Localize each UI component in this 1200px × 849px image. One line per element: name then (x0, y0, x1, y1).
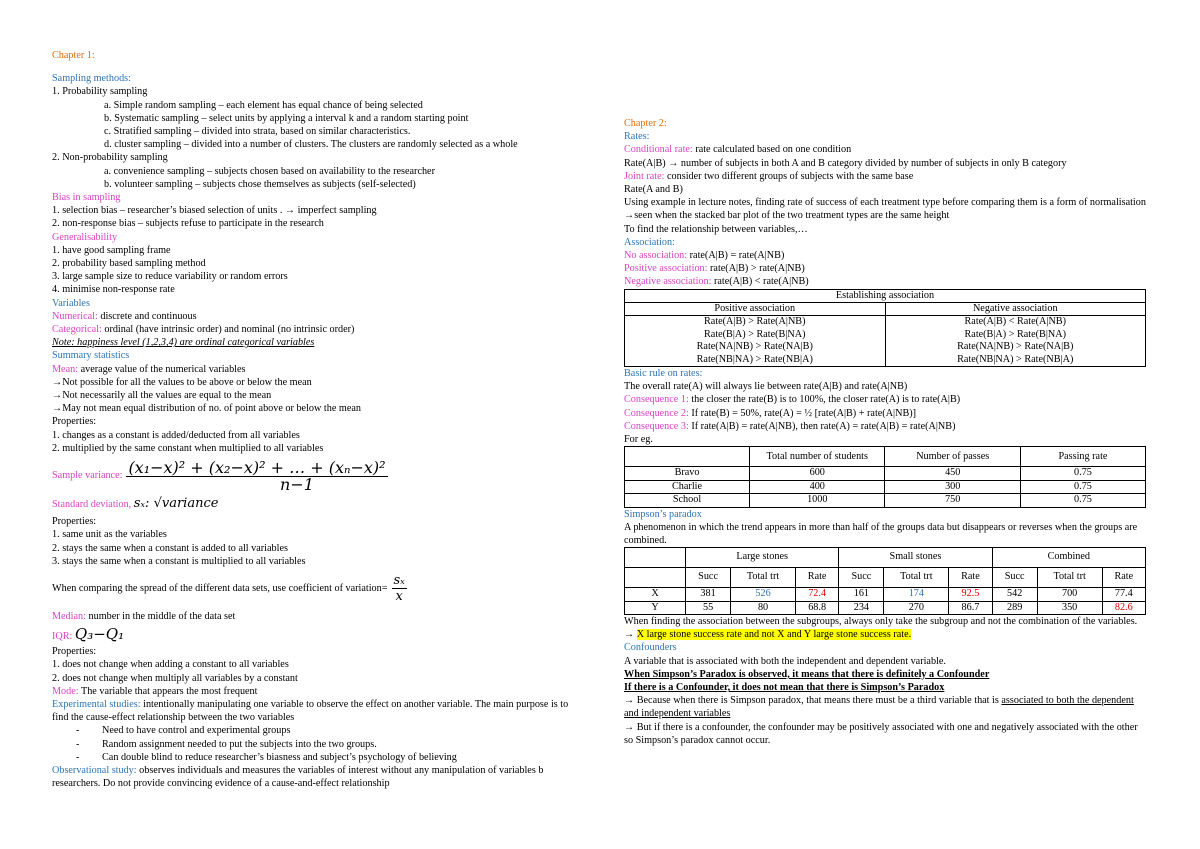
list-item: - Can double blind to reduce researcher’s biasness and subject’s psychology of believing (76, 751, 457, 763)
table-cell: 0.75 (1020, 467, 1145, 480)
table-cell: 55 (686, 601, 731, 614)
cv-denominator: x (395, 589, 403, 605)
generalisability-heading: Generalisability (52, 231, 118, 243)
summary-statistics-heading: Summary statistics (52, 350, 130, 362)
mean-text: average value of the numerical variables (78, 363, 246, 375)
sample-variance-line (52, 455, 574, 497)
table-cell: Rate(NB|NA) > Rate(NB|A) (885, 354, 1146, 367)
list-item: 2. probability based sampling method (52, 258, 206, 270)
positive-association-label: Positive association: (624, 263, 708, 275)
for-example-label: For eg. (624, 434, 653, 446)
observational-study-text: observes individuals and measures the variables of interest without any manipulation of variables b researchers. Do not provide convincing evidence of a cause-and-effect relationship (52, 764, 544, 790)
confounder-simpson-statement: If there is a Confounder, it does not mean that there is Simpson’s Paradox (624, 681, 945, 693)
table-cell: 450 (885, 467, 1020, 480)
table-cell (625, 568, 686, 588)
table-row (625, 316, 1146, 329)
properties-label: Properties: (52, 416, 97, 428)
table-header: Positive association (625, 303, 886, 316)
table-header: Total trt (1037, 568, 1102, 588)
table-row (625, 588, 1146, 601)
table-row (625, 447, 1146, 467)
table-row (625, 341, 1146, 353)
chapter-2-column (624, 117, 1146, 747)
table-cell: 289 (992, 601, 1037, 614)
experimental-studies-text: intentionally manipulating one variable to observe the effect on another variable. The main purpose is to find the cause-effect relationship between the two variables (52, 698, 569, 724)
table-row (625, 354, 1146, 367)
table-cell: 1000 (750, 494, 885, 507)
conditional-rate-line (624, 143, 1146, 156)
table-cell: 86.7 (949, 601, 992, 614)
list-item-text: Need to have control and experimental groups (102, 725, 291, 737)
table-row (625, 568, 1146, 588)
list-item: 3. large sample size to reduce variability or random errors (52, 271, 288, 283)
table-header: Total number of students (750, 447, 885, 467)
table-cell: Bravo (625, 467, 750, 480)
list-item: 1. does not change when adding a constant to all variables (52, 659, 289, 671)
experimental-studies-label: Experimental studies: (52, 698, 141, 710)
table-cell: Rate(NA|NB) > Rate(NA|B) (625, 341, 886, 353)
iqr-line (52, 623, 574, 645)
properties-label: Properties: (52, 646, 97, 658)
numerical-label: Numerical: (52, 310, 98, 322)
consequence-2-label: Consequence 2: (624, 407, 689, 419)
table-cell: Rate(B|A) > Rate(B|NA) (625, 329, 886, 341)
median-text: number in the middle of the data set (85, 610, 236, 622)
mode-line (52, 685, 574, 698)
list-item: a. Simple random sampling – each element has equal chance of being selected (104, 99, 423, 111)
list-item: c. Stratified sampling – divided into strata, based on similar characteristics. (104, 126, 411, 138)
chapter-2-heading: Chapter 2: (624, 118, 667, 129)
table-cell: 400 (750, 480, 885, 493)
list-item: 3. stays the same when a constant is multiplied to all variables (52, 555, 306, 567)
negative-association-text: rate(A|B) < rate(A|NB) (711, 276, 809, 288)
list-item: 2. non-response bias – subjects refuse to participate in the research (52, 218, 324, 230)
negative-association-line (624, 275, 1146, 288)
properties-label: Properties: (52, 516, 97, 528)
table-cell: 600 (750, 467, 885, 480)
table-cell: 234 (839, 601, 884, 614)
standard-deviation-line (52, 497, 574, 515)
table-cell: Rate(NB|NA) > Rate(NB|A) (625, 354, 886, 367)
table-title: Establishing association (625, 289, 1146, 302)
conditional-rate-definition: Rate(A|B) → number of subjects in both A and B category divided by number of subjects in only B category (624, 157, 1067, 169)
median-label: Median: (52, 610, 86, 622)
joint-rate-example: Using example in lecture notes, finding rate of success of each treatment type before comparing them is a form of normalisation (624, 197, 1146, 209)
list-item: 1. same unit as the variables (52, 529, 167, 541)
mode-label: Mode: (52, 685, 79, 697)
categorical-label: Categorical: (52, 324, 102, 336)
chapter-1-column (52, 49, 574, 790)
list-item: 1. changes as a constant is added/deducted from all variables (52, 429, 300, 441)
table-row (625, 548, 1146, 568)
table-cell: 80 (731, 601, 796, 614)
simpsons-paradox-text: A phenomenon in which the trend appears in more than half of the groups data but disappears or reverses when the groups are combined. (624, 521, 1138, 546)
basic-rule-text: The overall rate(A) will always lie between rate(A|B) and rate(A|NB) (624, 381, 908, 393)
no-association-text: rate(A|B) = rate(A|NB) (687, 250, 785, 262)
mean-line (52, 363, 574, 376)
find-relationship-line: To find the relationship between variables,… (624, 223, 808, 235)
list-item: →Not necessarily all the values are equal to the mean (52, 390, 272, 402)
table-cell: School (625, 494, 750, 507)
positive-association-text: rate(A|B) > rate(A|NB) (707, 263, 805, 275)
table-header: Rate (1102, 568, 1145, 588)
table-row (625, 480, 1146, 493)
kidney-stones-table (624, 547, 1146, 615)
observational-study-paragraph (52, 764, 574, 790)
consequence-3-line (624, 420, 1146, 433)
list-item: a. convenience sampling – subjects chosen based on availability to the researcher (104, 165, 435, 177)
students-table (624, 446, 1146, 507)
table-row (625, 303, 1146, 316)
list-item: 2. stays the same when a constant is added to all variables (52, 542, 288, 554)
non-probability-sampling: 2. Non-probability sampling (52, 152, 168, 164)
positive-association-line (624, 262, 1146, 275)
list-item: - Need to have control and experimental groups (76, 725, 291, 737)
list-item: b. Systematic sampling – select units by applying a interval k and a random starting point (104, 112, 469, 124)
list-item: →Not possible for all the values to be above or below the mean (52, 376, 312, 388)
table-header: Total trt (884, 568, 949, 588)
consequence-2-line (624, 407, 1146, 420)
coefficient-of-variation-line (52, 568, 574, 610)
joint-rate-text: consider two different groups of subjects with the same base (664, 170, 914, 182)
table-cell: 270 (884, 601, 949, 614)
variance-numerator: (x₁−x)² + (x₂−x)² + … + (xₙ−x)² (128, 458, 386, 478)
table-header: Succ (686, 568, 731, 588)
simpsons-paradox-heading: Simpson’s paradox (624, 508, 702, 520)
iqr-formula: Q₃−Q₁ (74, 625, 125, 644)
row-label: X (625, 588, 686, 601)
consequence-3-text: If rate(A|B) = rate(A|NB), then rate(A) = rate(A|B) = rate(A|NB) (688, 420, 956, 432)
list-item: b. volunteer sampling – subjects chose themselves as subjects (self-selected) (104, 178, 416, 190)
table-header: Rate (795, 568, 838, 588)
confounders-heading: Confounders (624, 642, 677, 654)
table-header: Passing rate (1020, 447, 1145, 467)
median-line (52, 610, 574, 623)
table-cell: Charlie (625, 480, 750, 493)
table-cell: Rate(NA|NB) > Rate(NA|B) (885, 341, 1146, 353)
variance-denominator: n−1 (280, 474, 314, 494)
because-underlined: associated to both the dependent and independent variables (624, 695, 1134, 720)
table-header: Rate (949, 568, 992, 588)
rates-heading: Rates: (624, 131, 650, 143)
table-header: Negative association (885, 303, 1146, 316)
table-header (625, 447, 750, 467)
probability-sampling: 1. Probability sampling (52, 86, 148, 98)
observational-study-label: Observational study: (52, 764, 137, 776)
joint-rate-line (624, 170, 1146, 183)
iqr-label: IQR: (52, 631, 73, 643)
consequence-1-line (624, 393, 1146, 406)
table-cell: 542 (992, 588, 1037, 601)
simpson-confounder-statement: When Simpson’s Paradox is observed, it means that there is definitely a Confounder (624, 668, 990, 680)
subgroup-text: When finding the association between the subgroups, always only take the subgroup and not the combination of the variables. → (624, 615, 1138, 641)
numerical-text: discrete and continuous (97, 310, 197, 322)
table-cell: 350 (1037, 601, 1102, 614)
sampling-methods-heading: Sampling methods: (52, 73, 131, 85)
table-cell: 92.5 (949, 588, 992, 601)
list-item: 4. minimise non-response rate (52, 284, 175, 296)
table-row (625, 601, 1146, 614)
table-header: Large stones (686, 548, 839, 568)
no-association-line (624, 249, 1146, 262)
list-item: 1. have good sampling frame (52, 244, 171, 256)
consequence-1-label: Consequence 1: (624, 394, 689, 406)
note-line: Note: happiness level (1,2,3,4) are ordinal categorical variables (52, 337, 315, 349)
table-cell: 161 (839, 588, 884, 601)
experimental-studies-paragraph (52, 698, 574, 724)
list-item-text: Can double blind to reduce researcher’s biasness and subject’s psychology of believing (102, 751, 457, 763)
table-cell: 82.6 (1102, 601, 1145, 614)
table-header: Number of passes (885, 447, 1020, 467)
table-cell: 68.8 (795, 601, 838, 614)
table-cell: 174 (884, 588, 949, 601)
coefficient-of-variation-text: When comparing the spread of the different data sets, use coefficient of variation= (52, 583, 388, 595)
table-cell: 0.75 (1020, 480, 1145, 493)
joint-rate-definition: Rate(A and B) (624, 184, 683, 196)
negative-association-label: Negative association: (624, 276, 712, 288)
table-header: Total trt (731, 568, 796, 588)
list-item: →May not mean equal distribution of no. of point above or below the mean (52, 403, 361, 415)
subgroup-highlight: X large stone success rate and not X and Y large stone success rate. (636, 629, 912, 641)
list-item: 2. does not change when multiply all variables by a constant (52, 672, 298, 684)
establishing-association-table (624, 289, 1146, 367)
table-cell: Rate(A|B) < Rate(A|NB) (885, 316, 1146, 329)
categorical-text: ordinal (have intrinsic order) and nominal (no intrinsic order) (101, 324, 355, 336)
consequence-1-text: the closer the rate(B) is to 100%, the closer rate(A) is to rate(A|B) (688, 394, 961, 406)
table-cell: 77.4 (1102, 588, 1145, 601)
table-cell: 381 (686, 588, 731, 601)
table-row (625, 494, 1146, 507)
table-header: Small stones (839, 548, 992, 568)
because-paragraph (624, 694, 1146, 720)
joint-rate-label: Joint rate: (624, 170, 665, 182)
list-item: 2. multiplied by the same constant when multiplied to all variables (52, 442, 324, 454)
variables-heading: Variables (52, 297, 90, 309)
table-cell: 526 (731, 588, 796, 601)
consequence-3-label: Consequence 3: (624, 420, 689, 432)
conditional-rate-text: rate calculated based on one condition (692, 144, 852, 156)
table-cell: 300 (885, 480, 1020, 493)
table-cell: Rate(A|B) > Rate(A|NB) (625, 316, 886, 329)
standard-deviation-formula: sₓ: √variance (133, 496, 219, 512)
table-cell: 0.75 (1020, 494, 1145, 507)
list-item: - Random assignment needed to put the subjects into the two groups. (76, 738, 377, 750)
variance-formula (126, 458, 387, 494)
list-item: d. cluster sampling – divided into a number of clusters. The clusters are randomly selected as a whole (104, 139, 518, 151)
table-cell: 700 (1037, 588, 1102, 601)
list-item-text: Random assignment needed to put the subjects into the two groups. (102, 738, 377, 750)
table-header: Succ (992, 568, 1037, 588)
consequence-2-text: If rate(B) = 50%, rate(A) = ½ [rate(A|B) + rate(A|NB)] (688, 407, 917, 419)
stacked-bar-note: →seen when the stacked bar plot of the two treatment types are the same height (624, 210, 950, 222)
but-paragraph: → But if there is a confounder, the confounder may be positively associated with one and negatively associated with the other so Simpson’s paradox cannot occur. (624, 721, 1138, 746)
chapter-1-heading: Chapter 1: (52, 50, 95, 61)
table-cell: Rate(B|A) > Rate(B|NA) (885, 329, 1146, 341)
standard-deviation-label: Standard deviation, (52, 499, 132, 511)
list-item: 1. selection bias – researcher’s biased selection of units . → imperfect sampling (52, 205, 377, 217)
row-label: Y (625, 601, 686, 614)
because-text: → Because when there is Simpson paradox, that means there must be a third variable that is (624, 695, 1002, 707)
subgroup-paragraph (624, 615, 1146, 641)
confounders-text: A variable that is associated with both the independent and dependent variable. (624, 655, 946, 667)
table-row (625, 467, 1146, 480)
table-cell: 72.4 (795, 588, 838, 601)
association-heading: Association: (624, 236, 675, 248)
table-cell (625, 548, 686, 568)
table-header: Combined (992, 548, 1145, 568)
table-row (625, 329, 1146, 341)
basic-rule-heading: Basic rule on rates: (624, 368, 703, 380)
conditional-rate-label: Conditional rate: (624, 144, 693, 156)
bias-heading: Bias in sampling (52, 192, 121, 204)
no-association-label: No association: (624, 250, 688, 262)
table-row (625, 289, 1146, 302)
sample-variance-label: Sample variance: (52, 470, 123, 482)
mode-text: The variable that appears the most frequent (78, 685, 258, 697)
categorical-line (52, 323, 574, 336)
mean-label: Mean: (52, 363, 79, 375)
table-cell: 750 (885, 494, 1020, 507)
numerical-line (52, 310, 574, 323)
table-header: Succ (839, 568, 884, 588)
coefficient-of-variation-formula (392, 574, 407, 603)
cv-numerator: sₓ (393, 573, 405, 589)
